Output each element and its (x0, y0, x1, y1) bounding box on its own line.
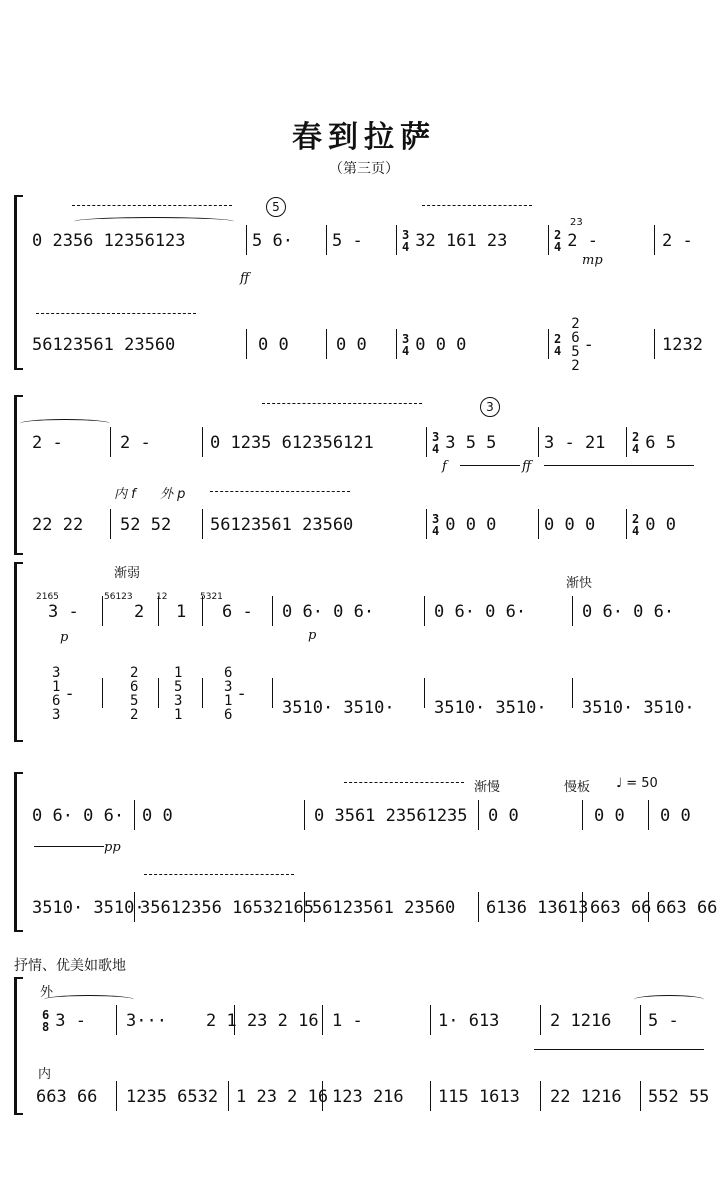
dashed-line (36, 313, 196, 314)
measure: 3 4 0 0 0 (402, 332, 467, 358)
decrescendo (34, 846, 104, 847)
barline (228, 1081, 229, 1111)
measure: 5 - (648, 1011, 679, 1031)
measure: 0 0 (488, 806, 519, 826)
measure: 56123561 23560 (210, 515, 354, 535)
measure: 3510· 3510· (582, 698, 695, 718)
measure: 1 - (332, 1011, 363, 1031)
measure: 0 1235 612356121 (210, 433, 374, 453)
barline (640, 1081, 641, 1111)
measure: 2 (134, 602, 145, 622)
barline (582, 800, 583, 830)
measure: 2 - (662, 231, 693, 251)
system-brace (14, 395, 23, 555)
measure: 6 3 1 6 - (224, 665, 247, 723)
barline (582, 892, 583, 922)
time-signature: 2 4 (554, 332, 562, 358)
barline (572, 596, 573, 626)
system-brace (14, 562, 23, 742)
label-wai-p: 外 p (160, 487, 186, 502)
barline (202, 596, 203, 626)
label-wai: 外 (40, 985, 54, 1000)
measure: 0 6· 0 6· (582, 602, 675, 622)
staff-upper (26, 1001, 714, 1041)
dynamic-ff: ff (240, 271, 250, 286)
barline (654, 329, 655, 359)
chord: 2 6 5 2 (571, 316, 580, 374)
barline (538, 509, 539, 539)
label-nei: 内 (38, 1067, 52, 1082)
staff-upper (26, 592, 714, 632)
measure: 3510· 3510· (282, 698, 395, 718)
time-signature: 3 4 (402, 228, 410, 254)
time-signature: 2 4 (632, 430, 640, 456)
chord: 2 6 5 2 (130, 665, 139, 723)
grace-note: 2165 (36, 592, 59, 602)
barline (304, 800, 305, 830)
barline (538, 427, 539, 457)
staff-lower (26, 316, 714, 374)
barline (116, 1081, 117, 1111)
staff-lower (26, 888, 718, 928)
measure: 1 (176, 602, 187, 622)
barline (478, 892, 479, 922)
staff-lower (26, 505, 714, 545)
measure: 1· 613 (438, 1011, 500, 1031)
dashed-line (144, 874, 294, 875)
barline (396, 329, 397, 359)
time-signature: 3 4 (432, 512, 440, 538)
barline (478, 800, 479, 830)
barline (202, 678, 203, 708)
measure (126, 654, 142, 734)
crescendo (460, 465, 520, 466)
barline (322, 1005, 323, 1035)
measure: 0 6· 0 6· (282, 602, 375, 622)
barline (102, 678, 103, 708)
measure: 0 3561 23561235 (314, 806, 468, 826)
measure: 3510· 3510· (434, 698, 547, 718)
barline (134, 892, 135, 922)
measure: 3510· 3510· (32, 898, 145, 918)
barline (246, 329, 247, 359)
staff-lower (26, 1077, 714, 1117)
tempo-marking: 渐弱 (114, 566, 141, 581)
tempo-marking: 渐快 (566, 576, 593, 591)
system-1 (14, 195, 714, 374)
barline (326, 329, 327, 359)
measure: 0 0 (660, 806, 691, 826)
measure: 663 66 (590, 898, 652, 918)
measure: 2 4 0 0 (632, 512, 676, 538)
barline (158, 596, 159, 626)
barline (116, 1005, 117, 1035)
tempo-marking: 慢板 (564, 780, 591, 795)
measure: 0 0 0 (544, 515, 596, 535)
measure: 35612356 16532165 (140, 898, 314, 918)
measure: 0 0 (258, 335, 289, 355)
dynamic-mp: mp (582, 253, 603, 268)
measure: 0 2356 12356123 (32, 231, 186, 251)
grace-note: 23 (570, 217, 583, 228)
measure: 663 66 (656, 898, 718, 918)
chord: 1 5 3 1 (174, 665, 183, 723)
system-brace (14, 772, 23, 932)
measure: 2 - (120, 433, 151, 453)
chord: 3 1 6 3 (52, 665, 61, 723)
barline (540, 1081, 541, 1111)
measure: 2 4 2 - (554, 228, 598, 254)
measure: 0 0 (594, 806, 625, 826)
staff-upper (26, 221, 714, 261)
barline (110, 509, 111, 539)
measure: 3 4 3 5 5 (432, 430, 497, 456)
grace-note: 56123 (104, 592, 133, 602)
measure: 2 4 2 6 5 2 - (554, 316, 594, 374)
system-brace (14, 977, 23, 1115)
time-signature: 3 4 (402, 332, 410, 358)
system-4 (14, 772, 718, 932)
barline (272, 596, 273, 626)
staff-upper (26, 796, 714, 836)
dashed-line (210, 491, 350, 492)
measure: 552 55 (648, 1087, 710, 1107)
decrescendo (544, 465, 694, 466)
system-5 (14, 955, 714, 1115)
chord: 6 3 1 6 (224, 665, 233, 723)
measure: 2 - (32, 433, 63, 453)
decrescendo (534, 1049, 704, 1050)
barline (626, 509, 627, 539)
barline (430, 1081, 431, 1111)
measure: 5 6· (252, 231, 293, 251)
measure: 6 - (222, 602, 253, 622)
barline (322, 1081, 323, 1111)
measure: 1232 (662, 335, 703, 355)
barline (548, 329, 549, 359)
measure: 0 6· 0 6· (32, 806, 125, 826)
barline (304, 892, 305, 922)
measure: 1 23 2 16 (236, 1087, 329, 1107)
measure: 663 66 (36, 1087, 98, 1107)
barline (540, 1005, 541, 1035)
measure: 3 - 21 (544, 433, 606, 453)
measure: 2 1 23 2 16 (206, 1011, 319, 1031)
page-subtitle: （第三页） (329, 161, 399, 177)
system-brace (14, 195, 23, 370)
measure: 22 22 (32, 515, 84, 535)
barline (134, 800, 135, 830)
barline (648, 892, 649, 922)
measure: 3 4 32 161 23 (402, 228, 508, 254)
barline (548, 225, 549, 255)
barline (430, 1005, 431, 1035)
measure: 115 1613 (438, 1087, 520, 1107)
grace-note: 5321 (200, 592, 223, 602)
barline (202, 427, 203, 457)
measure: 2 1216 (550, 1011, 612, 1031)
measure: 52 52 (120, 515, 172, 535)
measure: 123 216 (332, 1087, 404, 1107)
barline (158, 678, 159, 708)
finger-circle: 3 (480, 397, 500, 417)
measure: 2 4 6 5 (632, 430, 676, 456)
barline (626, 427, 627, 457)
barline (654, 225, 655, 255)
measure: 0 0 (142, 806, 173, 826)
barline (648, 800, 649, 830)
tempo-mark: ♩ = 50 (616, 776, 658, 791)
label-nei-f: 内 f (114, 487, 136, 502)
barline (572, 678, 573, 708)
barline (640, 1005, 641, 1035)
dynamic-p: p (308, 628, 317, 643)
measure: 6 8 3 - (42, 1008, 86, 1034)
measure: 3 4 0 0 0 (432, 512, 497, 538)
dashed-line (262, 403, 422, 404)
barline (424, 678, 425, 708)
system-2 (14, 395, 714, 555)
barline (326, 225, 327, 255)
dynamic-f: f (442, 459, 447, 474)
measure: 0 0 (336, 335, 367, 355)
page-title: 春到拉萨 (292, 120, 436, 155)
dashed-line (72, 205, 232, 206)
measure: 56123561 23560 (312, 898, 456, 918)
grace-note: 12 (156, 592, 168, 602)
barline (202, 509, 203, 539)
time-signature: 6 8 (42, 1008, 50, 1034)
measure: 0 6· 0 6· (434, 602, 527, 622)
measure: 1235 6532 (126, 1087, 219, 1107)
staff-upper (26, 423, 714, 463)
staff-lower (26, 654, 714, 734)
measure: 3 - (48, 602, 79, 622)
measure: 3 1 6 3 - (52, 665, 75, 723)
dynamic-ff: ff (522, 459, 532, 474)
tempo-marking: 渐慢 (474, 780, 501, 795)
measure: 22 1216 (550, 1087, 622, 1107)
barline (110, 427, 111, 457)
expression-marking: 抒情、优美如歌地 (14, 958, 126, 974)
system-3 (14, 562, 714, 742)
dashed-line (344, 782, 464, 783)
barline (426, 509, 427, 539)
measure: 6136 13613 (486, 898, 589, 918)
finger-circle: 5 (266, 197, 286, 217)
barline (396, 225, 397, 255)
time-signature: 2 4 (632, 512, 640, 538)
barline (246, 225, 247, 255)
barline (426, 427, 427, 457)
dynamic-pp: pp (104, 840, 121, 855)
measure: 3··· (126, 1011, 167, 1031)
barline (102, 596, 103, 626)
barline (424, 596, 425, 626)
barline (272, 678, 273, 708)
dashed-line (422, 205, 532, 206)
measure: 56123561 23560 (32, 335, 176, 355)
measure: 5 - (332, 231, 363, 251)
measure (170, 654, 186, 734)
time-signature: 3 4 (432, 430, 440, 456)
dynamic-p: p (60, 630, 69, 645)
time-signature: 2 4 (554, 228, 562, 254)
